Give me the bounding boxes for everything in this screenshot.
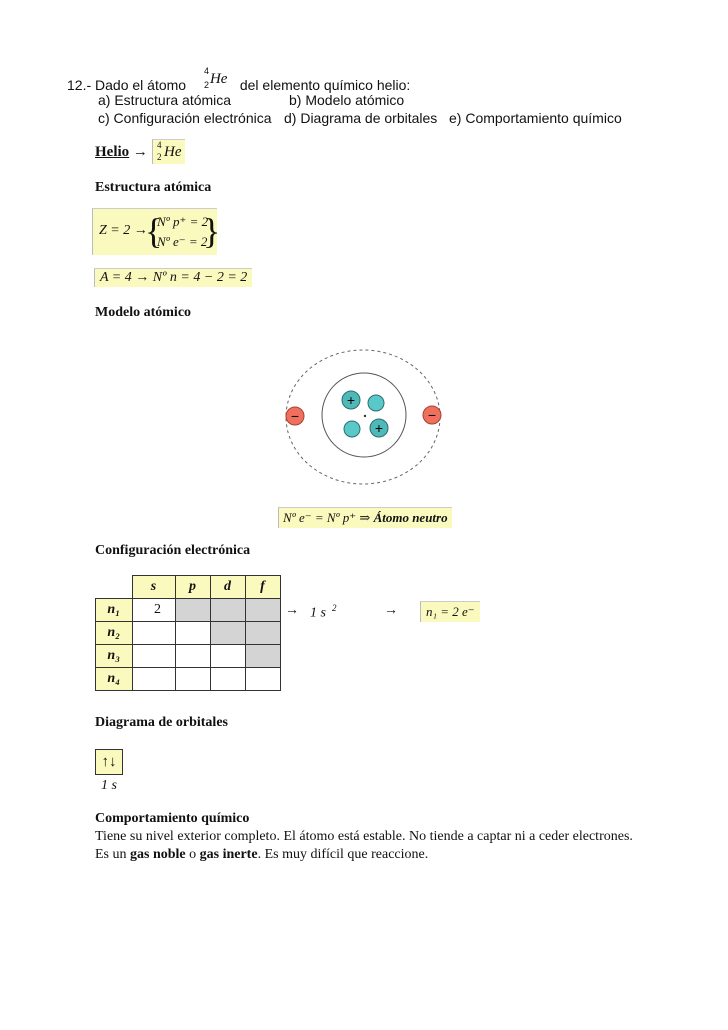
center-dot bbox=[364, 415, 366, 417]
helio-line bbox=[95, 144, 148, 161]
estructura-title: Estructura atómica bbox=[95, 180, 212, 195]
cell-n2-d bbox=[210, 622, 245, 645]
nucleus-boundary bbox=[322, 373, 406, 457]
cell-n3-d bbox=[210, 645, 245, 668]
cell-n3-s bbox=[132, 645, 175, 668]
cell-n3-f bbox=[245, 645, 280, 668]
configuracion-title: Configuración electrónica bbox=[95, 543, 251, 558]
question-number: 12.- Dado el átomo bbox=[67, 77, 187, 93]
col-f: f bbox=[245, 576, 280, 599]
brace-right: } bbox=[203, 211, 221, 251]
proton-1-sign: + bbox=[346, 392, 356, 408]
gas-inerte-text: gas inerte bbox=[199, 847, 258, 862]
cell-n2-s bbox=[132, 622, 175, 645]
neutral-eq-left: Nº e⁻ = Nº p⁺ ⇒ bbox=[283, 510, 371, 525]
electrons-line: Nº e⁻ = 2 bbox=[157, 234, 208, 249]
gas-noble-text: gas noble bbox=[130, 847, 186, 862]
config-arrow-1: → bbox=[285, 603, 299, 618]
cell-n2-f bbox=[245, 622, 280, 645]
orbitales-title: Diagrama de orbitales bbox=[95, 715, 228, 730]
z-left: Z = 2 → bbox=[99, 223, 148, 238]
row-n1: n₁ bbox=[96, 599, 133, 622]
config-arrow-2: → bbox=[384, 603, 398, 618]
question-rest: del elemento químico helio: bbox=[239, 77, 411, 93]
cell-n1-d bbox=[210, 599, 245, 622]
electron-1-sign: − bbox=[290, 408, 300, 424]
cell-n2-p bbox=[175, 622, 210, 645]
col-d: d bbox=[210, 576, 245, 599]
cell-n1-f bbox=[245, 599, 280, 622]
comportamiento-title: Comportamiento químico bbox=[95, 811, 250, 826]
config-notation: 1 s $^2$ bbox=[310, 603, 337, 621]
neutral-eq-result: Átomo neutro bbox=[373, 510, 448, 525]
item-c: c) Configuración electrónica bbox=[98, 110, 272, 126]
col-s: s bbox=[132, 576, 175, 599]
item-a: a) Estructura atómica bbox=[98, 92, 232, 108]
configuration-table bbox=[95, 575, 281, 691]
item-e: e) Comportamiento químico bbox=[449, 110, 622, 126]
table-corner bbox=[96, 576, 133, 599]
proton-2-sign: + bbox=[374, 420, 384, 436]
orbital-label-1s: 1 s bbox=[101, 778, 117, 793]
neutron-1 bbox=[368, 395, 384, 411]
z-equation-box bbox=[92, 208, 221, 255]
cell-n1-p bbox=[175, 599, 210, 622]
outer-orbit bbox=[286, 350, 440, 484]
cell-n4-d bbox=[210, 668, 245, 691]
item-b: b) Modelo atómico bbox=[289, 92, 405, 108]
config-result: n₁ = 2 e⁻ bbox=[420, 601, 480, 622]
atom-model-diagram bbox=[278, 345, 448, 495]
orbital-box-1s: ↑↓ bbox=[95, 749, 123, 775]
cell-n4-p bbox=[175, 668, 210, 691]
config-notation-exp: 2 bbox=[331, 603, 337, 613]
neutral-atom-equation bbox=[278, 507, 452, 528]
col-p: p bbox=[175, 576, 210, 599]
cell-n3-p bbox=[175, 645, 210, 668]
protons-line: Nº p⁺ = 2 bbox=[157, 214, 209, 229]
electron-2-sign: − bbox=[427, 407, 437, 423]
a-equation: A = 4 → Nº n = 4 − 2 = 2 bbox=[94, 268, 252, 287]
helio-symbol-box: 4 2 He bbox=[152, 139, 185, 164]
row-n3: n₃ bbox=[96, 645, 133, 668]
cell-n1-s: 2 bbox=[132, 599, 175, 622]
comportamiento-line2: Es un gas noble o gas inerte. Es muy difícil que reaccione. bbox=[95, 847, 429, 862]
item-d: d) Diagrama de orbitales bbox=[284, 110, 438, 126]
question-header bbox=[67, 66, 411, 93]
helio-label: Helio bbox=[95, 144, 130, 160]
comportamiento-line1: Tiene su nivel exterior completo. El átomo está estable. No tiende a captar ni a ceder electrones. bbox=[95, 829, 633, 844]
neutron-2 bbox=[344, 421, 360, 437]
modelo-title: Modelo atómico bbox=[95, 305, 192, 320]
brace-left: { bbox=[145, 211, 163, 251]
row-n4: n₄ bbox=[96, 668, 133, 691]
cell-n4-s bbox=[132, 668, 175, 691]
row-n2: n₂ bbox=[96, 622, 133, 645]
helium-symbol: 4 2 He bbox=[203, 66, 228, 90]
cell-n4-f bbox=[245, 668, 280, 691]
helio-arrow: → bbox=[132, 144, 148, 160]
